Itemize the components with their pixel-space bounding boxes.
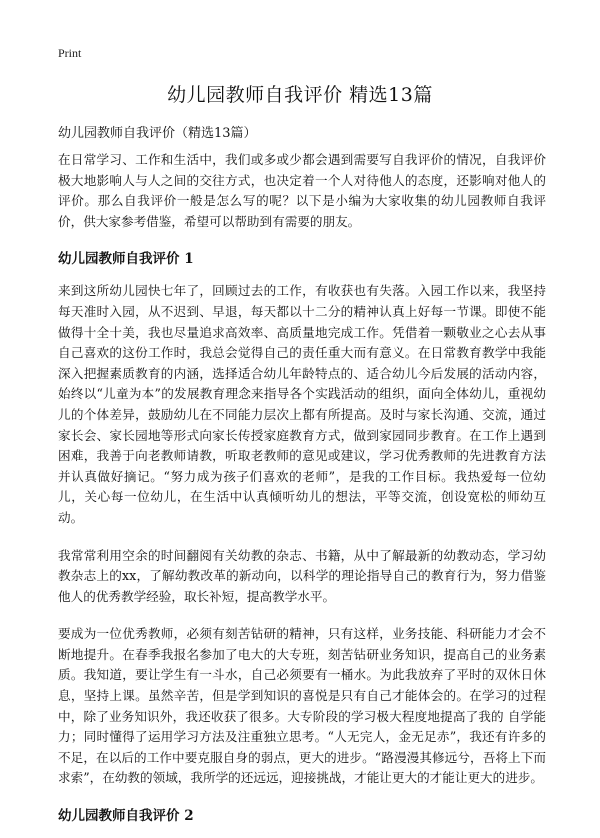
section-1-paragraph-1: 来到这所幼儿园快七年了，回顾过去的工作，有收获也有失落。入园工作以来，我坚持每天准时入园，从不迟到、早退，每天都以十二分的精神认真上好每一节课。即使不能做得十全十美，我也尽量追求高效率、高质量地完成工作。凭借着一颗敬业之心去从事自己喜欢的这份工作时，我总会觉得自己的责任重大而有意义。在日常教育教学中我能深入把握素质教育的内涵，选择适合幼儿年龄特点的、适合幼儿今后发展的活动内容，始终以“儿童为本”的发展教育理念来指导各个实践活动的组织，面向全体幼儿，重视幼儿的个体差异，鼓励幼儿在不同能力层次上都有所提高。及时与家长沟通、交流，通过家长会、家长园地等形式向家长传授家庭教育方式，做到家园同步教育。在工作上遇到困难，我善于向老教师请教，听取老教师的意见或建议，学习优秀教师的先进教育方法并认真做好摘记。“努力成为孩子们喜欢的老师”，是我的工作目标。我热爱每一位幼儿，关心每一位幼儿，在生活中认真倾听幼儿的想法，平等交流，创设宽松的师幼互动。 [58, 283, 546, 525]
section-1-paragraph-3: 要成为一位优秀教师，必须有刻苦钻研的精神，只有这样，业务技能、科研能力才会不断地提升。在春季我报名参加了电大的大专班，刻苦钻研业务知识，提高自己的业务素质。我知道，要让学生有一斗水，自己必须要有一桶水。为此我放弃了平时的双休日休息，坚持上课。虽然辛苦，但是学到知识的喜悦是只有自己才能体会的。在学习的过程中，除了业务知识外，我还收获了很多。大专阶段的学习极大程度地提高了我的 自学能力；同时懂得了运用学习方法及注重独立思考。“人无完人，金无足赤”，我还有许多的不足，在以后的工作中要克服自身的弱点，更大的进步。“路漫漫其修远兮，吾将上下而求索”，在幼教的领域，我所学的还远远，迎接挑战，才能让更大的才能让更大的进步。 [58, 626, 546, 786]
print-link[interactable]: Print [58, 46, 82, 60]
page-title: 幼儿园教师自我评价 精选13篇 [167, 84, 433, 106]
document-body [58, 150, 546, 838]
section-heading-2: 幼儿园教师自我评价 2 [58, 808, 194, 825]
section-heading-1: 幼儿园教师自我评价 1 [58, 251, 194, 268]
intro-paragraph: 在日常学习、工作和生活中，我们或多或少都会遇到需要写自我评价的情况，自我评价极大地影响人与人之间的交往方式，也决定着一个人对待他人的态度，还影响对他人的评价。那么自我评价一般是怎么写的呢？以下是小编为大家收集的幼儿园教师自我评价，供大家参考借鉴，希望可以帮助到有需要的朋友。 [58, 152, 546, 229]
document-subtitle: 幼儿园教师自我评价（精选13篇） [58, 126, 257, 141]
section-1-paragraph-2: 我常常利用空余的时间翻阅有关幼教的杂志、书籍，从中了解最新的幼教动态，学习幼教杂志上的xx，了解幼教改革的新动向，以科学的理论指导自己的教育行为，努力借鉴他人的优秀教学经验，取长补短，提高教学水平。 [58, 547, 546, 604]
